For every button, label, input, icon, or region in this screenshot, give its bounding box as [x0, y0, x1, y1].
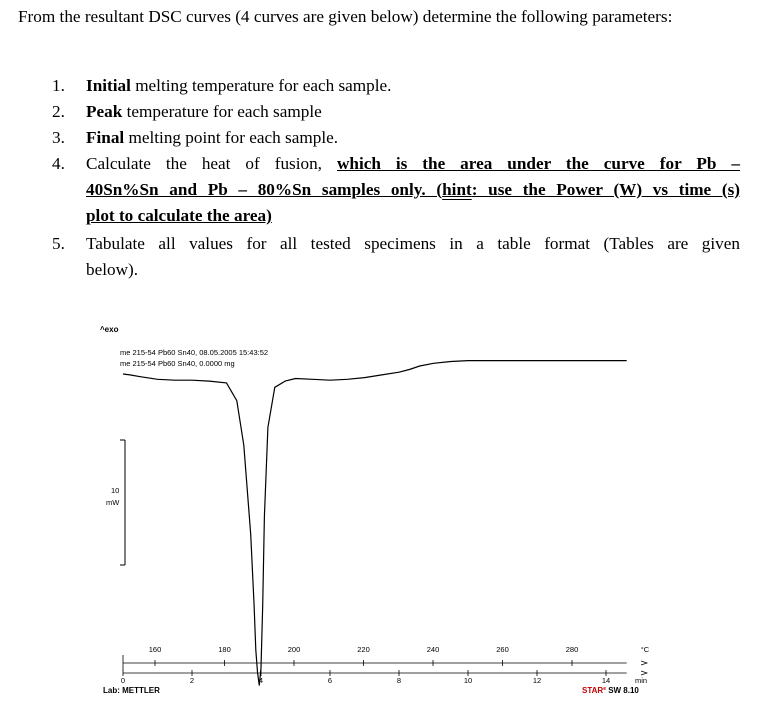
underlined-text: 40Sn%Sn and Pb – 80%Sn samples only. (	[86, 180, 443, 199]
temperature-tick-label: 260	[496, 645, 509, 654]
list-line	[86, 177, 740, 203]
intro-paragraph: From the resultant DSC curves (4 curves are given below) determine the following parameters:	[18, 7, 673, 26]
temperature-tick-label: 180	[218, 645, 231, 654]
lab-label: Lab: METTLER	[103, 686, 160, 695]
time-tick-label: 8	[396, 676, 402, 685]
software-label	[582, 686, 639, 695]
list-line	[86, 203, 740, 229]
time-tick-label: 2	[189, 676, 195, 685]
underlined-text: plot to calculate the area)	[86, 206, 272, 225]
bold-term: Peak	[86, 102, 123, 121]
list-item	[18, 151, 740, 229]
list-line: below).	[86, 260, 139, 279]
dsc-chart-svg	[96, 322, 662, 702]
temperature-tick-label: 160	[148, 645, 162, 654]
list-number: 1.	[52, 76, 65, 95]
temperature-axis	[123, 645, 650, 671]
list-line	[86, 151, 740, 177]
dsc-chart	[96, 322, 662, 702]
temperature-axis-arrow	[641, 661, 647, 665]
underlined-text: which is the area under the curve for Pb –	[336, 154, 740, 173]
time-tick-label: 6	[327, 676, 333, 685]
list-text: temperature for each sample	[122, 102, 322, 121]
bold-term: Final	[86, 128, 125, 147]
list-item	[18, 99, 740, 125]
temperature-tick-label: 240	[426, 645, 440, 654]
temperature-tick-label: 280	[565, 645, 579, 654]
dsc-curve	[120, 361, 627, 686]
list-text: melting point for each sample.	[124, 128, 339, 147]
list-line: Tabulate all values for all tested specimens in a table format (Tables are given	[86, 234, 740, 253]
instruction-list	[18, 73, 740, 283]
software-star: STAR	[582, 686, 604, 695]
list-item	[18, 231, 740, 283]
exo-label: ^exo	[100, 325, 119, 334]
legend-line-2: me 215-54 Pb60 Sn40, 0.0000 mg	[120, 359, 235, 368]
bold-term: Initial	[86, 76, 131, 95]
scale-unit: mW	[106, 498, 120, 507]
software-version: SW 8.10	[605, 686, 639, 695]
list-text: Calculate the heat of fusion,	[86, 154, 337, 173]
list-number: 4.	[52, 154, 65, 173]
temperature-unit: °C	[640, 645, 650, 654]
time-tick-label: 4	[258, 676, 264, 685]
underlined-text: : use the Power (W) vs time (s)	[471, 180, 740, 199]
time-tick-label: 14	[601, 676, 611, 685]
time-tick-label: 10	[463, 676, 473, 685]
time-axis	[121, 670, 647, 685]
underlined-hint: hint	[442, 180, 472, 199]
temperature-tick-label: 220	[357, 645, 370, 654]
temperature-tick-label: 200	[287, 645, 301, 654]
list-number: 2.	[52, 102, 65, 121]
list-text: melting temperature for each sample.	[130, 76, 392, 95]
software-superscript: e	[603, 686, 606, 692]
time-tick-label: 0	[120, 676, 126, 685]
time-tick-label: 12	[532, 676, 542, 685]
list-number: 5.	[52, 234, 65, 253]
list-item	[18, 125, 740, 151]
list-item	[18, 73, 740, 99]
list-number: 3.	[52, 128, 65, 147]
legend-line-1: me 215-54 Pb60 Sn40, 08.05.2005 15:43:52	[120, 348, 269, 357]
scale-value: 10	[111, 486, 120, 495]
time-axis-arrow	[641, 671, 647, 675]
time-unit: min	[634, 676, 648, 685]
